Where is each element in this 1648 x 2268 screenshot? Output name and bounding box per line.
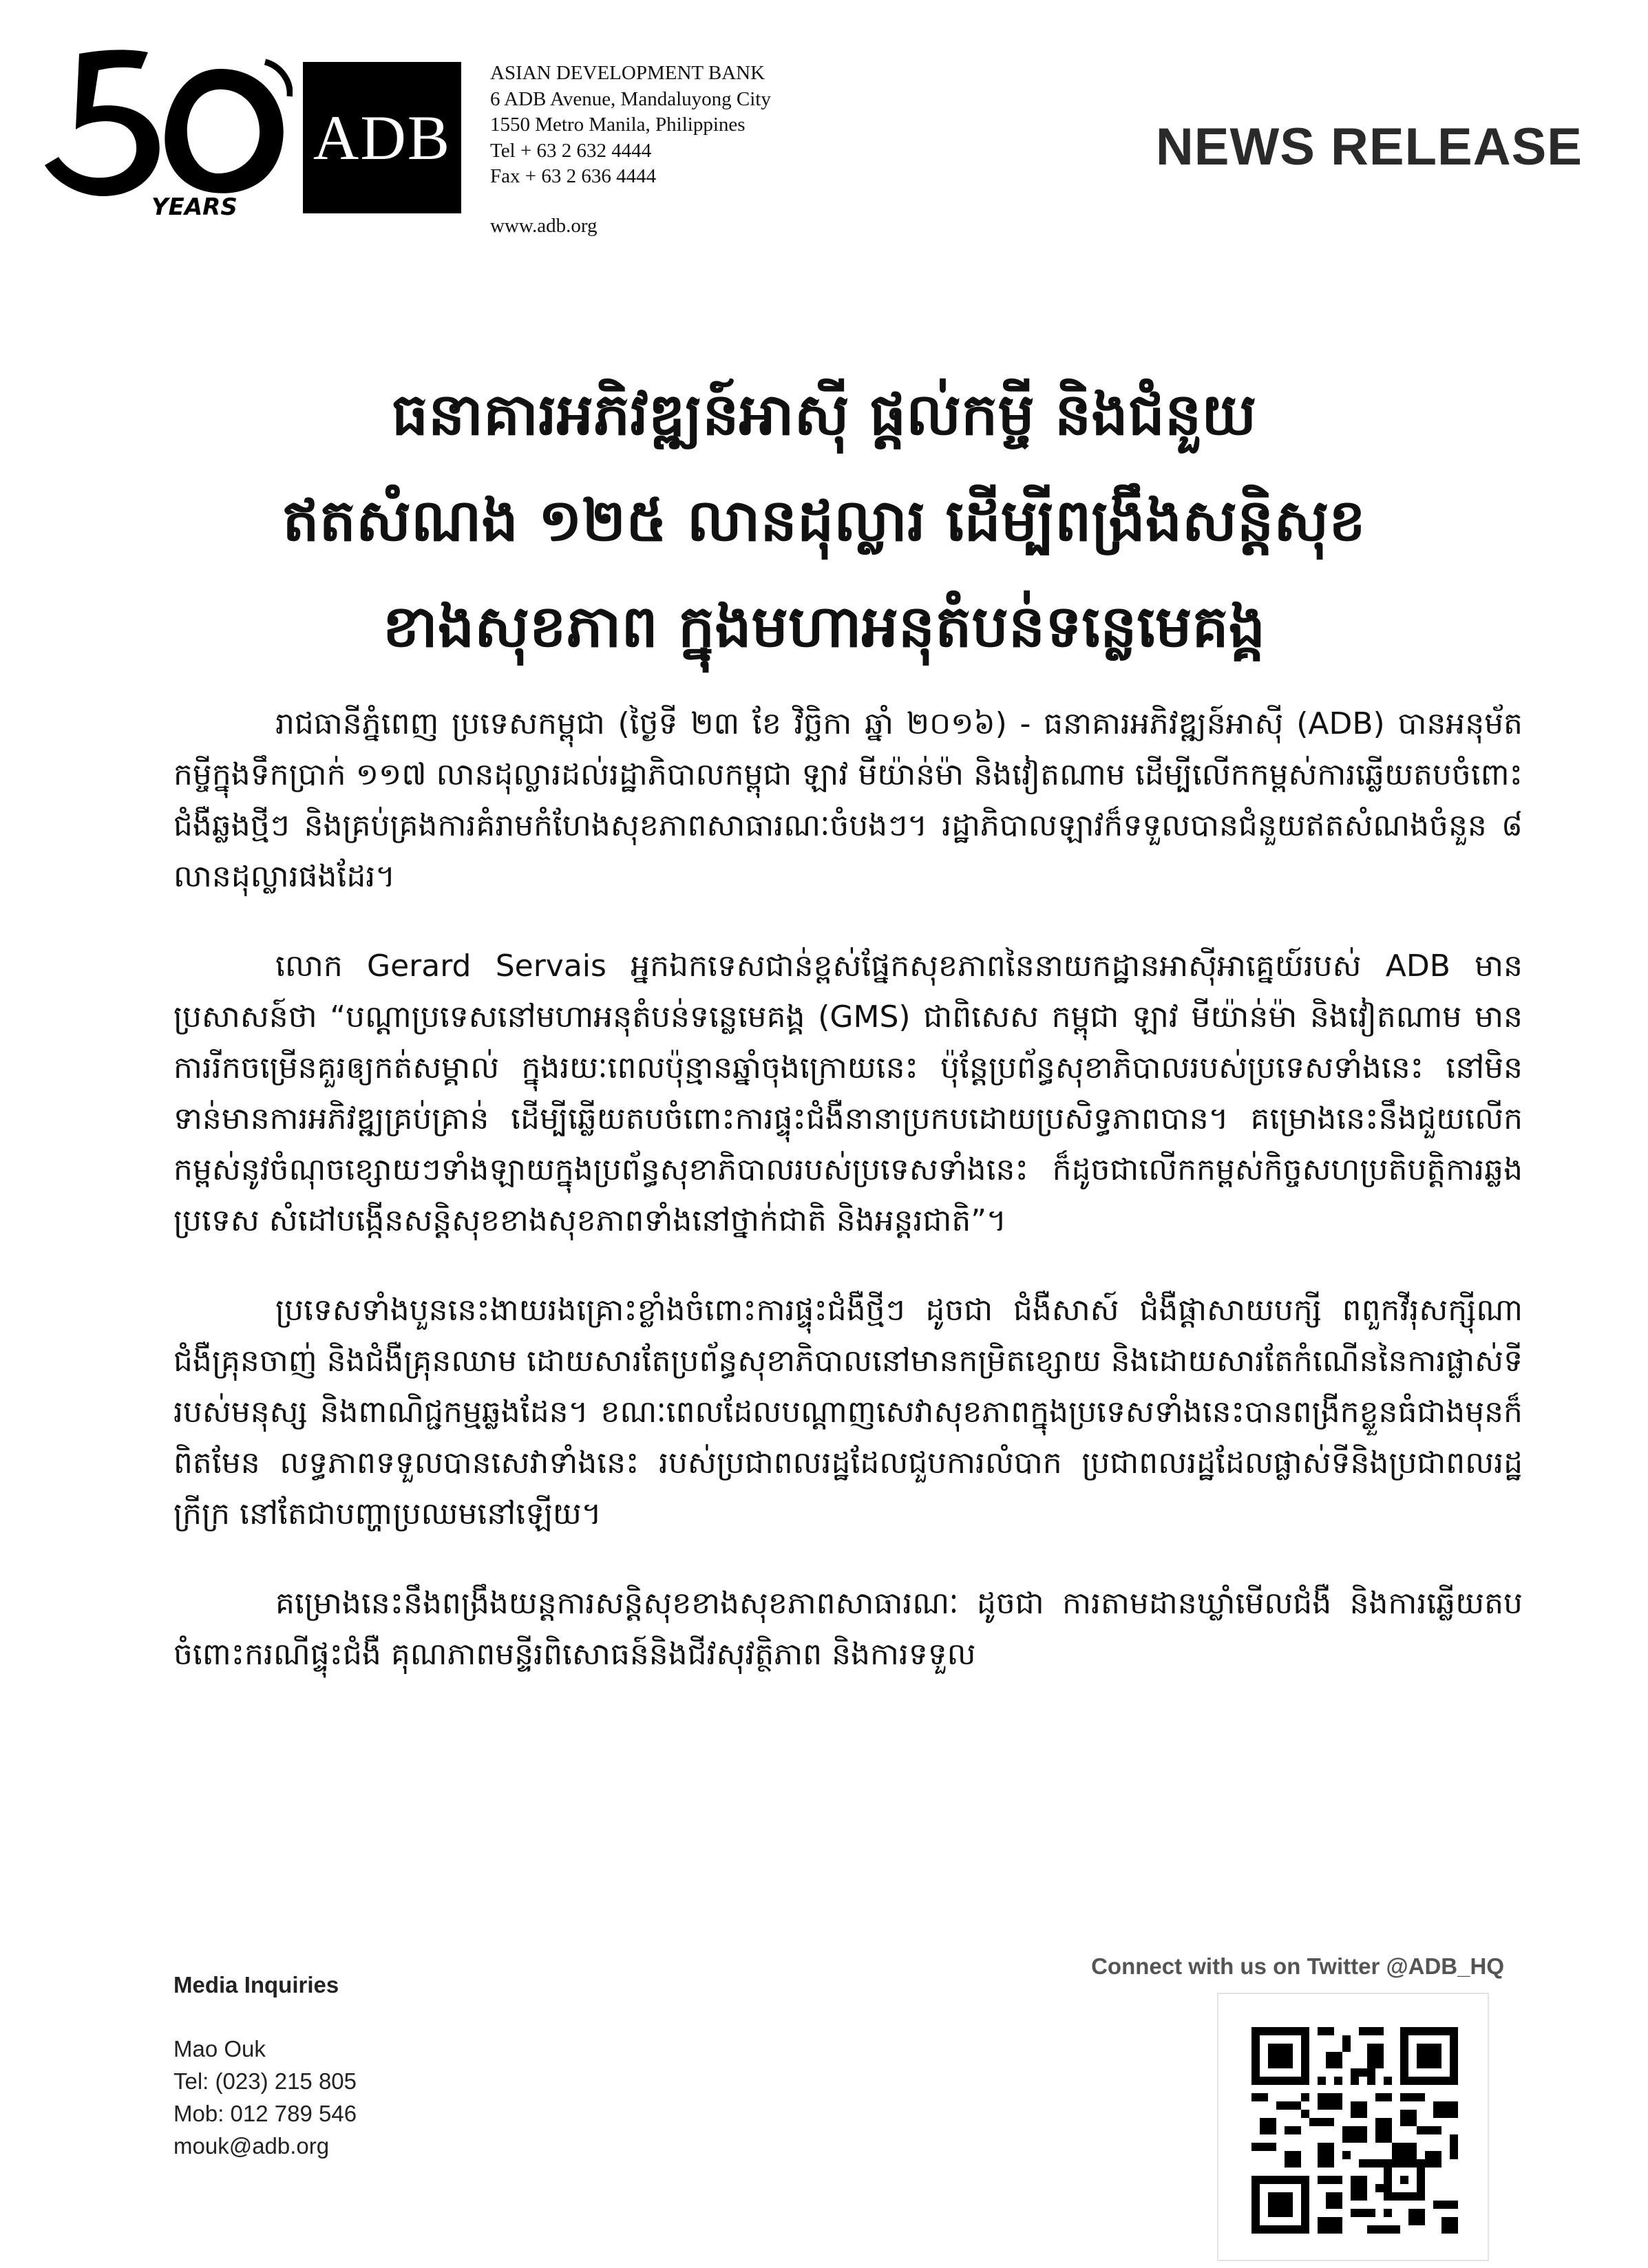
qr-code-frame bbox=[1217, 1993, 1489, 2261]
media-inquiries bbox=[173, 1969, 655, 2162]
paragraph-2: លោក Gerard Servais អ្នកឯកទេសជាន់ខ្ពស់ផ្នែកសុខភាពនៃនាយកដ្ឋានអាស៊ីអាគ្នេយ៍របស់ ADB មានប្រសាសន៍ថា “បណ្តាប្រទេសនៅមហាអនុតំបន់ទន្លេមេគង្គ (GMS) ជាពិសេស កម្ពុជា ឡាវ មីយ៉ាន់ម៉ា និងវៀតណាម មានការរីកចម្រើនគួរឲ្យកត់សម្គាល់ ក្នុងរយៈពេលប៉ុន្មានឆ្នាំចុងក្រោយនេះ ប៉ុន្តែប្រព័ន្ធសុខាភិបាលរបស់ប្រទេសទាំងនេះ នៅមិនទាន់មានការអភិវឌ្ឍគ្រប់គ្រាន់ ដើម្បីឆ្លើយតបចំពោះការផ្ទុះជំងឺនានាប្រកបដោយប្រសិទ្ធភាពបាន។ គម្រោងនេះនឹងជួយលើកកម្ពស់នូវចំណុចខ្សោយៗទាំងឡាយក្នុងប្រព័ន្ធសុខាភិបាលរបស់ប្រទេសទាំងនេះ ក៏ដូចជាលើកកម្ពស់កិច្ចសហប្រតិបត្តិការឆ្លងប្រទេស សំដៅបង្កើនសន្តិសុខខាងសុខភាពទាំងនៅថ្នាក់ជាតិ និងអន្តរជាតិ”។ bbox=[173, 948, 1523, 1238]
fax: Fax + 63 2 636 4444 bbox=[490, 165, 657, 187]
contact-mobile: Mob: 012 789 546 bbox=[173, 2101, 357, 2126]
brush-50-logo-graphic bbox=[38, 41, 293, 227]
media-inquiries-heading: Media Inquiries bbox=[173, 1972, 339, 1997]
contact-email[interactable]: mouk@adb.org bbox=[173, 2133, 330, 2159]
qr-code bbox=[1251, 2027, 1458, 2234]
address-line-1: 6 ADB Avenue, Mandaluyong City bbox=[490, 87, 771, 110]
title-line-3: ខាងសុខភាព ក្នុងមហាអនុតំបន់ទន្លេមេគង្គ bbox=[382, 593, 1266, 660]
contact-name: Mao Ouk bbox=[173, 2036, 266, 2062]
address-block bbox=[490, 61, 903, 239]
paragraph-1: រាជធានីភ្នំពេញ ប្រទេសកម្ពុជា (ថ្ងៃទី ២៣ ខែ វិច្ឆិកា ឆ្នាំ ២០១៦) - ធនាគារអភិវឌ្ឍន៍អាស៊ី (ADB) បានអនុម័តកម្ចីក្នុងទឹកប្រាក់ ១១៧ លានដុល្លារដល់រដ្ឋាភិបាលកម្ពុជា ឡាវ មីយ៉ាន់ម៉ា និងវៀតណាម ដើម្បីលើកកម្ពស់ការឆ្លើយតបចំពោះជំងឺឆ្លងថ្មីៗ និងគ្រប់គ្រងការគំរាមកំហែងសុខភាពសាធារណៈចំបងៗ។ រដ្ឋាភិបាលឡាវក៏ទទួលបានជំនួយឥតសំណងចំនួន ៨ លានដុល្លារផងដែរ។ bbox=[173, 706, 1523, 894]
title-line-1: ធនាគារអភិវឌ្ឍន៍អាស៊ី ផ្តល់កម្ចី និងជំនួយ bbox=[391, 381, 1257, 448]
website-link[interactable]: www.adb.org bbox=[490, 214, 598, 237]
logo-years-text: YEARS bbox=[151, 193, 237, 221]
contact-tel: Tel: (023) 215 805 bbox=[173, 2068, 357, 2094]
twitter-connect[interactable]: Connect with us on Twitter @ADB_HQ bbox=[1091, 1953, 1504, 1979]
org-name: ASIAN DEVELOPMENT BANK bbox=[490, 62, 765, 84]
address-line-2: 1550 Metro Manila, Philippines bbox=[490, 114, 746, 136]
adb-logo-box bbox=[303, 62, 461, 213]
paragraph-3: ប្រទេសទាំងបួននេះងាយរងគ្រោះខ្លាំងចំពោះការផ្ទុះជំងឺថ្មីៗ ដូចជា ជំងឺសាស៍ ជំងឺផ្តាសាយបក្សី ពពួកវីរុសក្ស៊ីណា ជំងឺគ្រុនចាញ់ និងជំងឺគ្រុនឈាម ដោយសារតែប្រព័ន្ធសុខាភិបាលនៅមានកម្រិតខ្សោយ និងដោយសារតែកំណើននៃការផ្លាស់ទីរបស់មនុស្ស និងពាណិជ្ជកម្មឆ្លងដែន។ ខណៈពេលដែលបណ្តាញសេវាសុខភាពក្នុងប្រទេសទាំងនេះបានពង្រីកខ្លួនធំជាងមុនក៏ពិតមែន លទ្ធភាពទទួលបានសេវាទាំងនេះ របស់ប្រជាពលរដ្ឋដែលជួបការលំបាក ប្រជាពលរដ្ឋដែលផ្លាស់ទីនិងប្រជាពលរដ្ឋក្រីក្រ នៅតែជាបញ្ហាប្រឈមនៅឡើយ។ bbox=[173, 1293, 1523, 1532]
news-release-label: NEWS RELEASE bbox=[1155, 118, 1583, 176]
article-body bbox=[173, 699, 1523, 1719]
adb-50-years-logo bbox=[38, 41, 293, 227]
title-line-2: ឥតសំណង ១២៥ លានដុល្លារ ដើម្បីពង្រឹងសន្តិសុខ bbox=[282, 487, 1366, 554]
adb-logo-text: ADB bbox=[313, 103, 452, 173]
paragraph-4: គម្រោងនេះនឹងពង្រឹងយន្តការសន្តិសុខខាងសុខភាពសាធារណៈ ដូចជា ការតាមដានឃ្លាំមើលជំងឺ និងការឆ្លើយតបចំពោះករណីផ្ទុះជំងឺ គុណភាពមន្ទីរពិសោធន៍និងជីវសុវត្ថិភាព និងការទទួល bbox=[173, 1586, 1523, 1672]
page-title bbox=[110, 361, 1538, 679]
telephone: Tel + 63 2 632 4444 bbox=[490, 139, 652, 162]
